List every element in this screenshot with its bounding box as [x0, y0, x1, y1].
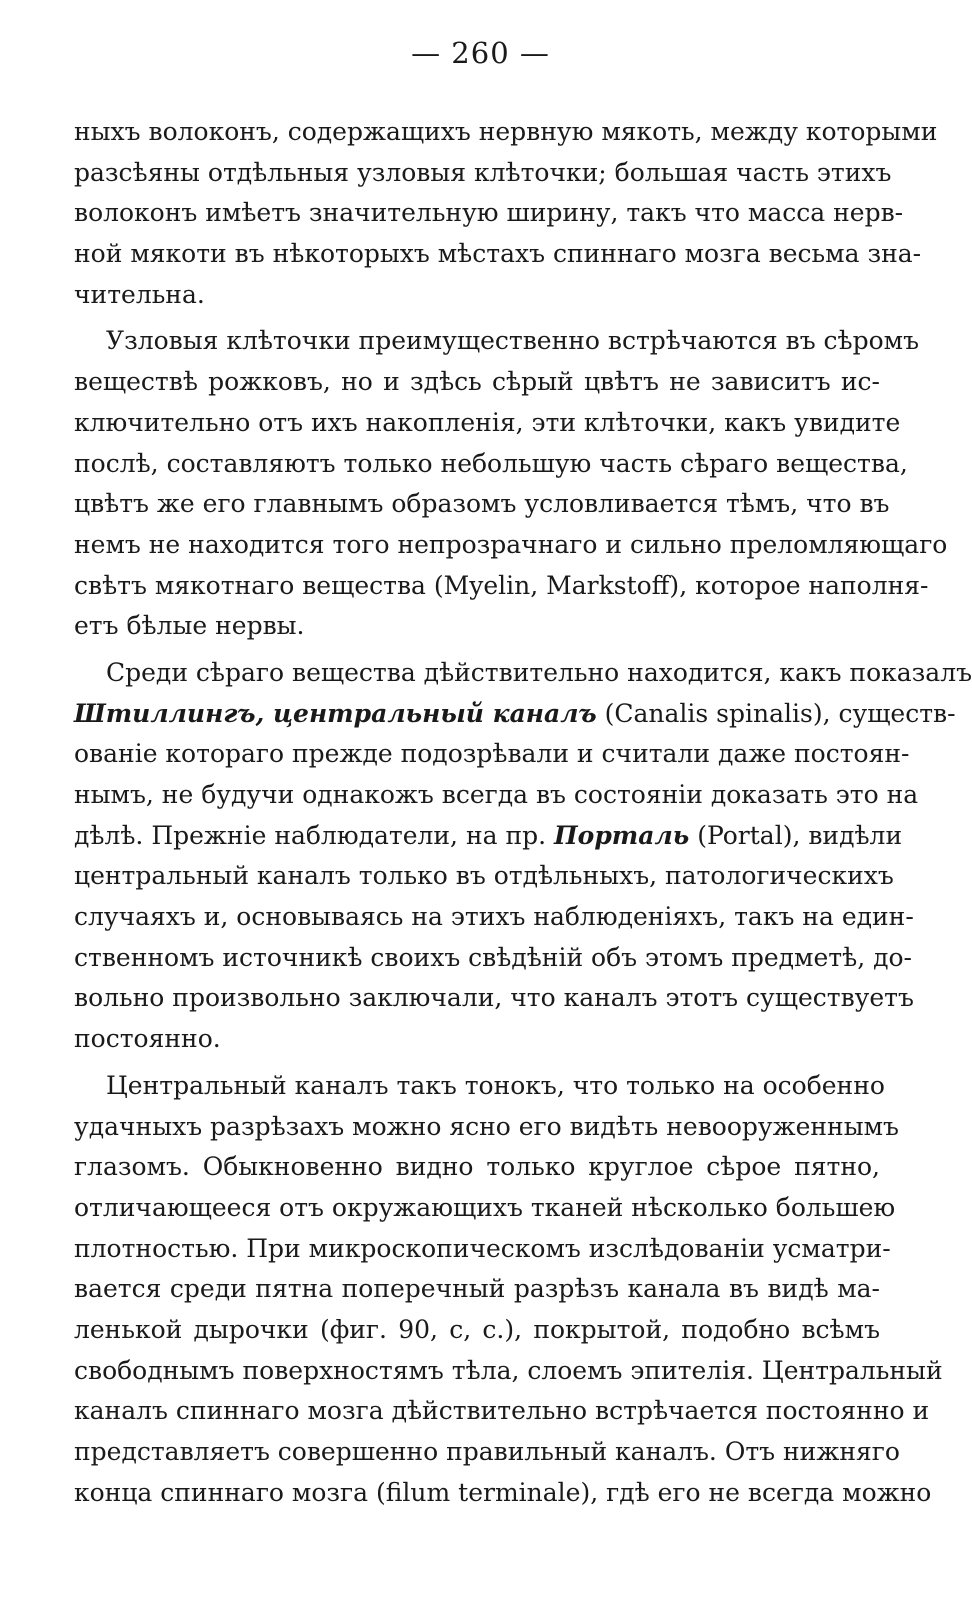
text-line: представляетъ совершенно правильный каналъ. Отъ нижняго [74, 1437, 900, 1466]
text-line: отличающееся отъ окружающихъ тканей нѣсколько большею [74, 1192, 896, 1222]
italic-name: Порталь [554, 820, 690, 850]
text-line: вается среди пятна поперечный разрѣзъ канала въ видѣ ма- [74, 1274, 880, 1304]
text-line: глазомъ. Обыкновенно видно только круглое сѣрое пятно, [74, 1152, 880, 1182]
text-line: етъ бѣлые нервы. [74, 611, 305, 641]
text-line: вольно произвольно заключали, что каналъ этотъ существуетъ [74, 983, 914, 1013]
text-line [74, 816, 903, 857]
text-line: ленькой дырочки (фиг. 90, с, с.), покрытой, подобно всѣмъ [74, 1314, 880, 1344]
text-line: каналъ спиннаго мозга дѣйствительно встрѣчается постоянно и [74, 1396, 930, 1426]
text-line: послѣ, составляютъ только небольшую часть сѣраго вещества, [74, 448, 908, 478]
text-line: случаяхъ и, основываясь на этихъ наблюденіяхъ, такъ на един- [74, 902, 914, 932]
text-line: цвѣтъ же его главнымъ образомъ условливается тѣмъ, что въ [74, 489, 890, 519]
text-line: Центральный каналъ такъ тонокъ, что только на особенно [106, 1070, 885, 1100]
page-number: — 260 — [411, 36, 550, 70]
text-line: плотностью. При микроскопическомъ изслѣдованіи усматри- [74, 1233, 891, 1263]
text-line: удачныхъ разрѣзахъ можно ясно его видѣть невооруженнымъ [74, 1111, 899, 1141]
text-line: ключительно отъ ихъ накопленія, эти клѣточки, какъ увидите [74, 407, 901, 437]
text-line: веществѣ рожковъ, но и здѣсь сѣрый цвѣтъ не зависитъ ис- [74, 367, 880, 397]
text-line: свободнымъ поверхностямъ тѣла, слоемъ эпителія. Центральный [74, 1355, 943, 1385]
text-line: немъ не находится того непрозрачнаго и сильно преломляющаго [74, 529, 948, 559]
text-line: Узловыя клѣточки преимущественно встрѣчаются въ сѣромъ [106, 326, 920, 356]
text-span: (Portal), видѣли [689, 820, 903, 850]
text-line: нымъ, не будучи однакожъ всегда въ состояніи доказать это на [74, 780, 919, 809]
text-line: Среди сѣраго вещества дѣйствительно находится, какъ показалъ [106, 657, 972, 687]
text-line: центральный каналъ только въ отдѣльныхъ, патологическихъ [74, 861, 894, 891]
text-line: волоконъ имѣетъ значительную ширину, такъ что масса нерв- [74, 198, 904, 228]
text-line [74, 694, 956, 735]
text-line: постоянно. [74, 1024, 221, 1054]
text-line: конца спиннаго мозга (filum terminale), гдѣ его не всегда можно [74, 1477, 932, 1507]
text-line: ныхъ волоконъ, содержащихъ нервную мякоть, между которыми [74, 117, 938, 146]
text-line: ной мякоти въ нѣкоторыхъ мѣстахъ спиннаго мозга весьма зна- [74, 239, 922, 269]
text-line: чительна. [74, 279, 205, 309]
text-line: разсѣяны отдѣльныя узловыя клѣточки; большая часть этихъ [74, 157, 892, 187]
text-span: (Canalis spinalis), существ- [596, 698, 956, 728]
text-line: ственномъ источникѣ своихъ свѣдѣній объ этомъ предметѣ, до- [74, 942, 912, 972]
italic-name: Штиллингъ, центральный каналъ [74, 698, 597, 728]
text-line: свѣтъ мякотнаго вещества (Myelin, Markstoff), которое наполня- [74, 570, 929, 600]
body-text [74, 112, 972, 1513]
text-span: дѣлѣ. Прежніе наблюдатели, на пр. [74, 820, 555, 850]
text-line: ованіе котораго прежде подозрѣвали и считали даже постоян- [74, 739, 910, 769]
